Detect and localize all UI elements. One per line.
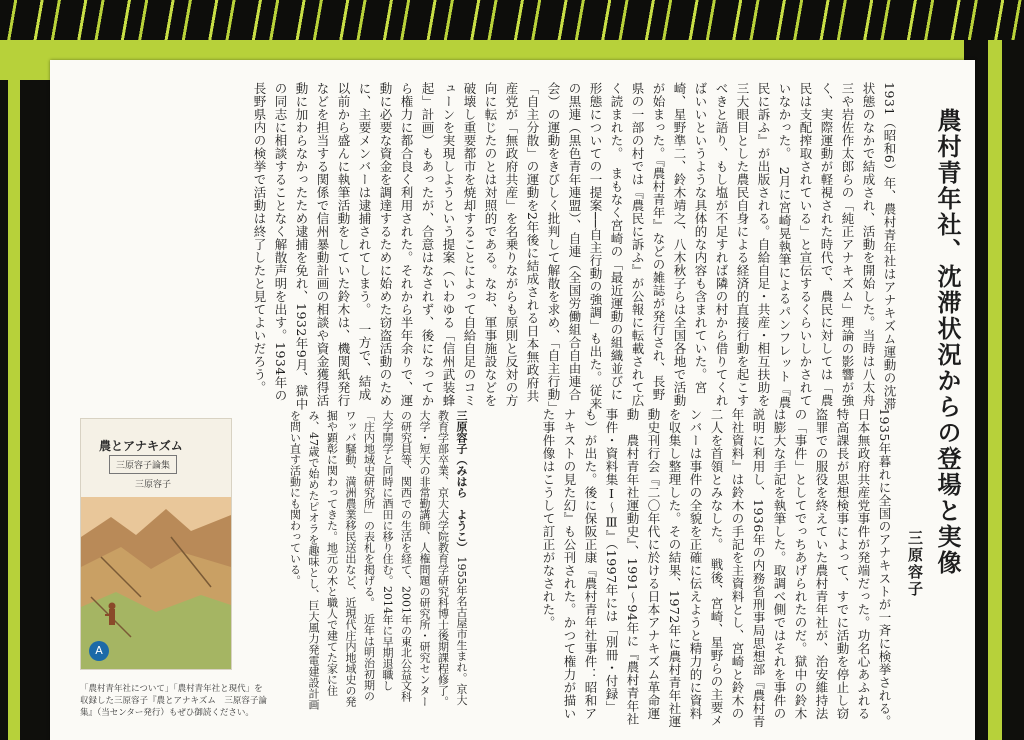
book-subtitle: 三原容子論集 <box>109 455 177 474</box>
article-title: 農村青年社、沈滞状況からの登場と実像 <box>933 108 961 576</box>
author-profile <box>290 410 470 710</box>
background-right-lime <box>988 40 1002 740</box>
book-author: 三原容子 <box>135 480 172 490</box>
publisher-logo-icon: A <box>89 641 109 661</box>
article-page <box>50 60 975 740</box>
book-caption: 「農村青年社について」「農村青年社と現代」を収録した三原容子『農とアナキズム 三原容子論集』（当センター発行）もぜひ御読ください。 <box>80 684 267 718</box>
profile-text: 1955年名古屋市生まれ。京大教育学部卒業、京大大学院教育学研究科博士後期課程修了。大学・短大の非常勤講師、人権問題の研究所・研究センターの研究員等、関西での生活を経て、2001年の東北公益文科大学開学と同時に酒田に移り住む。2014年に早期退職し「庄内地域史研究所」の表札を掲げる。 近年は明治初期のワッパ騒動、満洲農業移民送出など、近現代庄内地域史の発掘や顕彰に関わってきた。地元の木と職人で建てた家に住み、47歳で始めたピオラを趣味とし、巨大風力発電建設計画を問い直す活動にも関わっている。 <box>288 410 468 710</box>
article-author: 三原容子 <box>906 530 924 598</box>
book-title: 農とアナキズム <box>99 439 183 453</box>
article-body-upper: 1931（昭和6）年、農村青年社はアナキズム運動の沈滞状態のなかで結成され、活動を開始した。当時は八太舟三や岩佐作太郎らの「純正アナキズム」理論の影響が強く、実際運動が軽視された時代で、農民に対しては「農民は支配搾取されている」と宣伝するくらいしかされていなかった。 2月に宮崎晃執筆によるパンフレット『農民に訴ふ』が出版される。自給自足・共産・相互扶助を三大眼目とした農民自身による経済的直接行動を起こすべきと語り、もし塩が不足すれば隣の村から借りてくればいいというような具体的な内容も含まれていた。宮崎、星野準二、鈴木靖之、八木秋子らは全国各地で活動が始まった。『農村青年』などの雑誌が発行され、長野県の一部の村では『農民に訴ふ』が公報に転載されて広く読まれた。 まもなく宮崎の「最近運動の組織並びに形態についての一提案──自主行動の強調」も出た。従来の黒連（黒色青年連盟）、自連（全国労働組合自由連合会）の運動をきびしく批判して解散を求め、「自主行動」「自主分散」の運動を2年後に結成される日本無政府共産党が「無政府共産」を名乗りながらも原則と反対の方向に転じたのとは対照的である。なお、軍事施設などを破壊し重要都市を焼却することによって自給自足のコミューンを実現しようという提案（いわゆる「信州武装蜂起」計画）もあったが、合意はなされず、後になってから権力に都合良く利用された。それから半年余りで、運動に必要な資金を調達するために始めた窃盗活動のために、主要メンバーは逮捕されてしまう。 一方で、結成以前から盛んに執筆活動をしていた鈴木は、機関紙発行などを担当する関係で信州暴動計画の相談や資金獲得活動に加わらなかったため逮捕を免れ、1932年9月、獄中の同志に相談することなく解散声明を出す。1934年の長野県内の検挙で活動は終了したと見てよいだろう。 <box>252 82 897 411</box>
profile-name: 三原容子（みはら ようこ） <box>455 410 468 553</box>
article-body-lower: 1935年暮れに全国のアナキストが一斉に検挙される。日本無政府共産党事件が発端だった。功名心あふれる特高課長が思想検事によって、すでに活動を停止し窃盗罪での服役を終えていた農村青年社が、治安維持法の「事件」としてでっちあげられたのだ。獄中の鈴木は膨大な手記を執筆した。取調べ側ではそれを事件の説明に利用し、1936年の内務省刑事局思想部『農村青年社資料』は鈴木の手記を主資料とし、宮崎と鈴木の二人を首領とみなした。 戦後、宮崎、星野らの主要メンバーは事件の全貌を正確に伝えようと精力的に資料を収集し整理した。その結果、1972年に農村青年社運動史刊行会『二〇年代に於ける日本アナキズム革命運動 農村青年社運動史』、1991〜94年に『農村青年社事件・資料集Ⅰ〜Ⅲ』（1997年には「別冊・付録」も）が出た。後に保阪正康『農村青年社事件：昭和アナキストの見た幻』も公刊された。かつて権力が描いた事件像はこうして訂正がなされた。 <box>541 408 892 728</box>
background-left-lime <box>8 80 20 740</box>
book-cover <box>80 418 232 670</box>
